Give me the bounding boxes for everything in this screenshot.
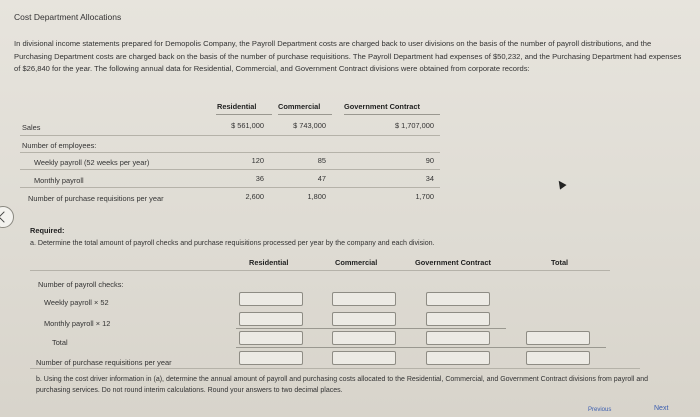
part-b-instructions: b. Using the cost driver information in (a), determine the annual amount of payroll and purchasing costs allocated to the Residential, Commercial, and Government Contract divisions from payroll and purchasing services. Do not round interim calculations. Round your answers to two decimal places. [36, 376, 649, 394]
answer-row-monthly: Monthly payroll × 12 [44, 319, 111, 328]
total-checks-residential-input[interactable] [239, 331, 303, 345]
answer-row-payroll-checks: Number of payroll checks: [38, 280, 124, 289]
header-commercial: Commercial [278, 102, 321, 111]
row-label-weekly: Weekly payroll (52 weeks per year) [34, 158, 150, 167]
previous-page-arrow-icon[interactable] [0, 206, 14, 228]
total-double-rule [236, 347, 606, 348]
total-checks-commercial-input[interactable] [332, 331, 396, 345]
row-divider [20, 169, 440, 170]
row-divider [20, 187, 440, 188]
weekly-checks-government-input[interactable] [426, 292, 490, 306]
cell-monthly-residential: 36 [255, 174, 264, 183]
answer-header-commercial: Commercial [335, 258, 378, 267]
row-divider [20, 152, 440, 153]
answer-header-government: Government Contract [415, 258, 491, 267]
requisitions-total-input[interactable] [526, 351, 590, 365]
monthly-checks-commercial-input[interactable] [332, 312, 396, 326]
total-checks-total-input[interactable] [526, 331, 590, 345]
next-button[interactable]: Next [654, 405, 669, 412]
cell-requisitions-commercial: 1,800 [307, 192, 326, 201]
header-underline [278, 114, 332, 115]
row-divider [20, 135, 440, 136]
cell-weekly-residential: 120 [251, 156, 264, 165]
requisitions-government-input[interactable] [426, 351, 490, 365]
part-a-instructions: a. Determine the total amount of payroll checks and purchase requisitions processed per year by the company and each division. [30, 239, 435, 247]
cell-weekly-commercial: 85 [317, 156, 326, 165]
page-title: Cost Department Allocations [14, 12, 122, 22]
cell-requisitions-government: 1,700 [415, 192, 434, 201]
answer-header-residential: Residential [249, 258, 289, 267]
row-label-requisitions: Number of purchase requisitions per year [28, 194, 164, 203]
header-underline [216, 114, 272, 115]
monthly-checks-government-input[interactable] [426, 312, 490, 326]
monthly-checks-residential-input[interactable] [239, 312, 303, 326]
row-label-employees: Number of employees: [22, 141, 97, 150]
answer-row-weekly: Weekly payroll × 52 [44, 298, 109, 307]
row-label-monthly: Monthly payroll [34, 176, 84, 185]
answer-row-total: Total [52, 338, 68, 347]
answer-row-requisitions: Number of purchase requisitions per year [36, 358, 172, 367]
cell-requisitions-residential: 2,600 [245, 192, 264, 201]
header-government: Government Contract [344, 102, 420, 111]
weekly-checks-commercial-input[interactable] [332, 292, 396, 306]
cell-monthly-commercial: 47 [317, 174, 326, 183]
previous-button[interactable]: Previous [588, 407, 612, 413]
row-label-sales: Sales [22, 123, 41, 132]
answer-header-total: Total [551, 258, 569, 267]
total-checks-government-input[interactable] [426, 331, 490, 345]
total-rule [236, 328, 506, 329]
answer-header-divider [30, 270, 610, 271]
requisitions-residential-input[interactable] [239, 351, 303, 365]
cell-sales-commercial: $ 743,000 [293, 121, 326, 130]
problem-intro: In divisional income statements prepared for Demopolis Company, the Payroll Department costs are charged back to user divisions on the basis of the number of payroll distributions, and the Purchasing Department costs are charged back on the basis of the number of purchase requisitions. The Payroll Department had expenses of $50,232, and the Purchasing Department had expenses of $26,840 for the year. The following annual data for Residential, Commercial, and Government Contract divisions were obtained from corporate records: [14, 39, 682, 73]
cell-weekly-government: 90 [425, 156, 434, 165]
cell-sales-government: $ 1,707,000 [394, 121, 434, 130]
required-heading: Required: [30, 226, 65, 235]
cell-sales-residential: $ 561,000 [231, 121, 264, 130]
answer-bottom-divider [30, 368, 640, 369]
header-residential: Residential [217, 102, 257, 111]
weekly-checks-residential-input[interactable] [239, 292, 303, 306]
requisitions-commercial-input[interactable] [332, 351, 396, 365]
cell-monthly-government: 34 [425, 174, 434, 183]
header-underline [344, 114, 440, 115]
mouse-cursor-icon [555, 178, 566, 189]
